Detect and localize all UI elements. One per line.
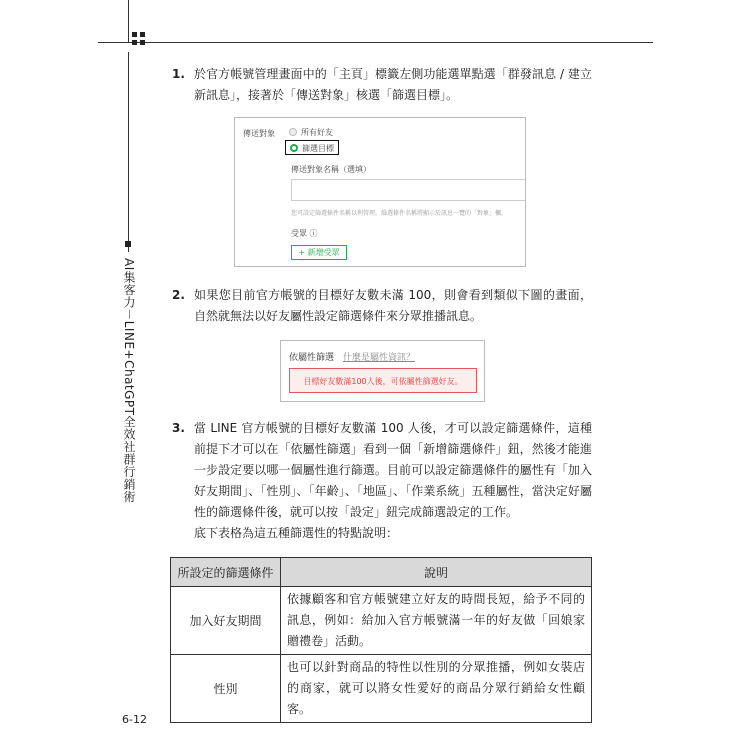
option-all-friends: 所有好友 bbox=[301, 128, 333, 137]
step-text: 如果您目前官方帳號的目標好友數未滿 100，則會看到類似下圖的畫面，自然就無法以好友屬性設定篩選條件來分眾推播訊息。 bbox=[194, 288, 592, 323]
margin-rule-top bbox=[128, 0, 129, 42]
recipients-label: 受眾 ⓘ bbox=[291, 229, 318, 238]
corner-square bbox=[132, 40, 137, 45]
step-number: 2. bbox=[172, 288, 185, 302]
step-number: 3. bbox=[172, 421, 185, 435]
corner-square bbox=[140, 32, 145, 37]
condition-cell: 性別 bbox=[171, 655, 281, 723]
step-1 bbox=[172, 64, 592, 106]
description-cell: 依據顧客和官方帳號建立好友的時間長短，給予不同的訊息，例如：給加入官方帳號滿一年的好友做「回娘家贈禮卷」活動。 bbox=[281, 587, 592, 655]
target-name-label: 傳送對象名稱（選填） bbox=[291, 165, 371, 174]
step-3 bbox=[172, 418, 592, 523]
column-header-condition: 所設定的篩選條件 bbox=[171, 558, 281, 587]
page-number: 6-12 bbox=[122, 713, 147, 726]
option-filter-target: 篩選目標 bbox=[302, 144, 334, 153]
step-2 bbox=[172, 285, 592, 327]
target-name-hint: 您可設定篩選條件名稱以利管理。篩選條件名稱將顯示於訊息一覽的「對象」欄。 bbox=[291, 210, 508, 217]
add-recipients-button[interactable]: + 新增受眾 bbox=[291, 245, 347, 260]
margin-rule bbox=[128, 52, 129, 252]
table-row bbox=[171, 587, 592, 655]
corner-square bbox=[132, 32, 137, 37]
target-name-input[interactable] bbox=[291, 179, 526, 201]
condition-cell: 加入好友期間 bbox=[171, 587, 281, 655]
step-number: 1. bbox=[172, 67, 185, 81]
radio-filter-target[interactable] bbox=[290, 144, 298, 152]
book-side-title: AI集客力－LINE+ChatGPT全效社群行銷術 bbox=[122, 258, 136, 503]
table-header-row bbox=[171, 558, 592, 587]
what-is-attribute-link[interactable]: 什麼是屬性資訊？ bbox=[343, 353, 416, 363]
step-text: 當 LINE 官方帳號的目標好友數滿 100 人後，才可以設定篩選條件，這種前提下才可以在「依屬性篩選」看到一個「新增篩選條件」鈕，然後才能進一步設定要以哪一個屬性進行篩選。目前可以設定篩選條件的屬性有「加入好友期間」、「性別」、「年齡」、「地區」、「作業系統」五種屬性，當決定好屬性的篩選條件後，就可以按「設定」鈕完成篩選設定的工作。 bbox=[194, 421, 592, 519]
attribute-filter-label: 依屬性篩選 bbox=[289, 353, 335, 363]
filter-conditions-table bbox=[170, 557, 592, 723]
description-cell: 也可以針對商品的特性以性別的分眾推播，例如女裝店的商家，就可以將女性愛好的商品分眾行銷給女性顧客。 bbox=[281, 655, 592, 723]
send-target-label: 傳送對象 bbox=[243, 129, 275, 138]
attribute-filter-screenshot bbox=[280, 340, 485, 402]
column-header-description: 說明 bbox=[281, 558, 592, 587]
table-intro: 底下表格為這五種篩選性的特點說明： bbox=[194, 526, 399, 540]
corner-square bbox=[140, 40, 145, 45]
warning-message: 目標好友數滿100人後，可依屬性篩選好友。 bbox=[289, 368, 477, 393]
send-target-screenshot bbox=[234, 117, 526, 267]
side-title-marker bbox=[125, 241, 131, 247]
step-text: 於官方帳號管理畫面中的「主頁」標籤左側功能選單點選「群發訊息 / 建立新訊息」，接著於「傳送對象」核選「篩選目標」。 bbox=[194, 67, 592, 102]
table-row bbox=[171, 655, 592, 723]
header-rule bbox=[98, 42, 653, 43]
radio-all-friends[interactable] bbox=[289, 128, 297, 136]
